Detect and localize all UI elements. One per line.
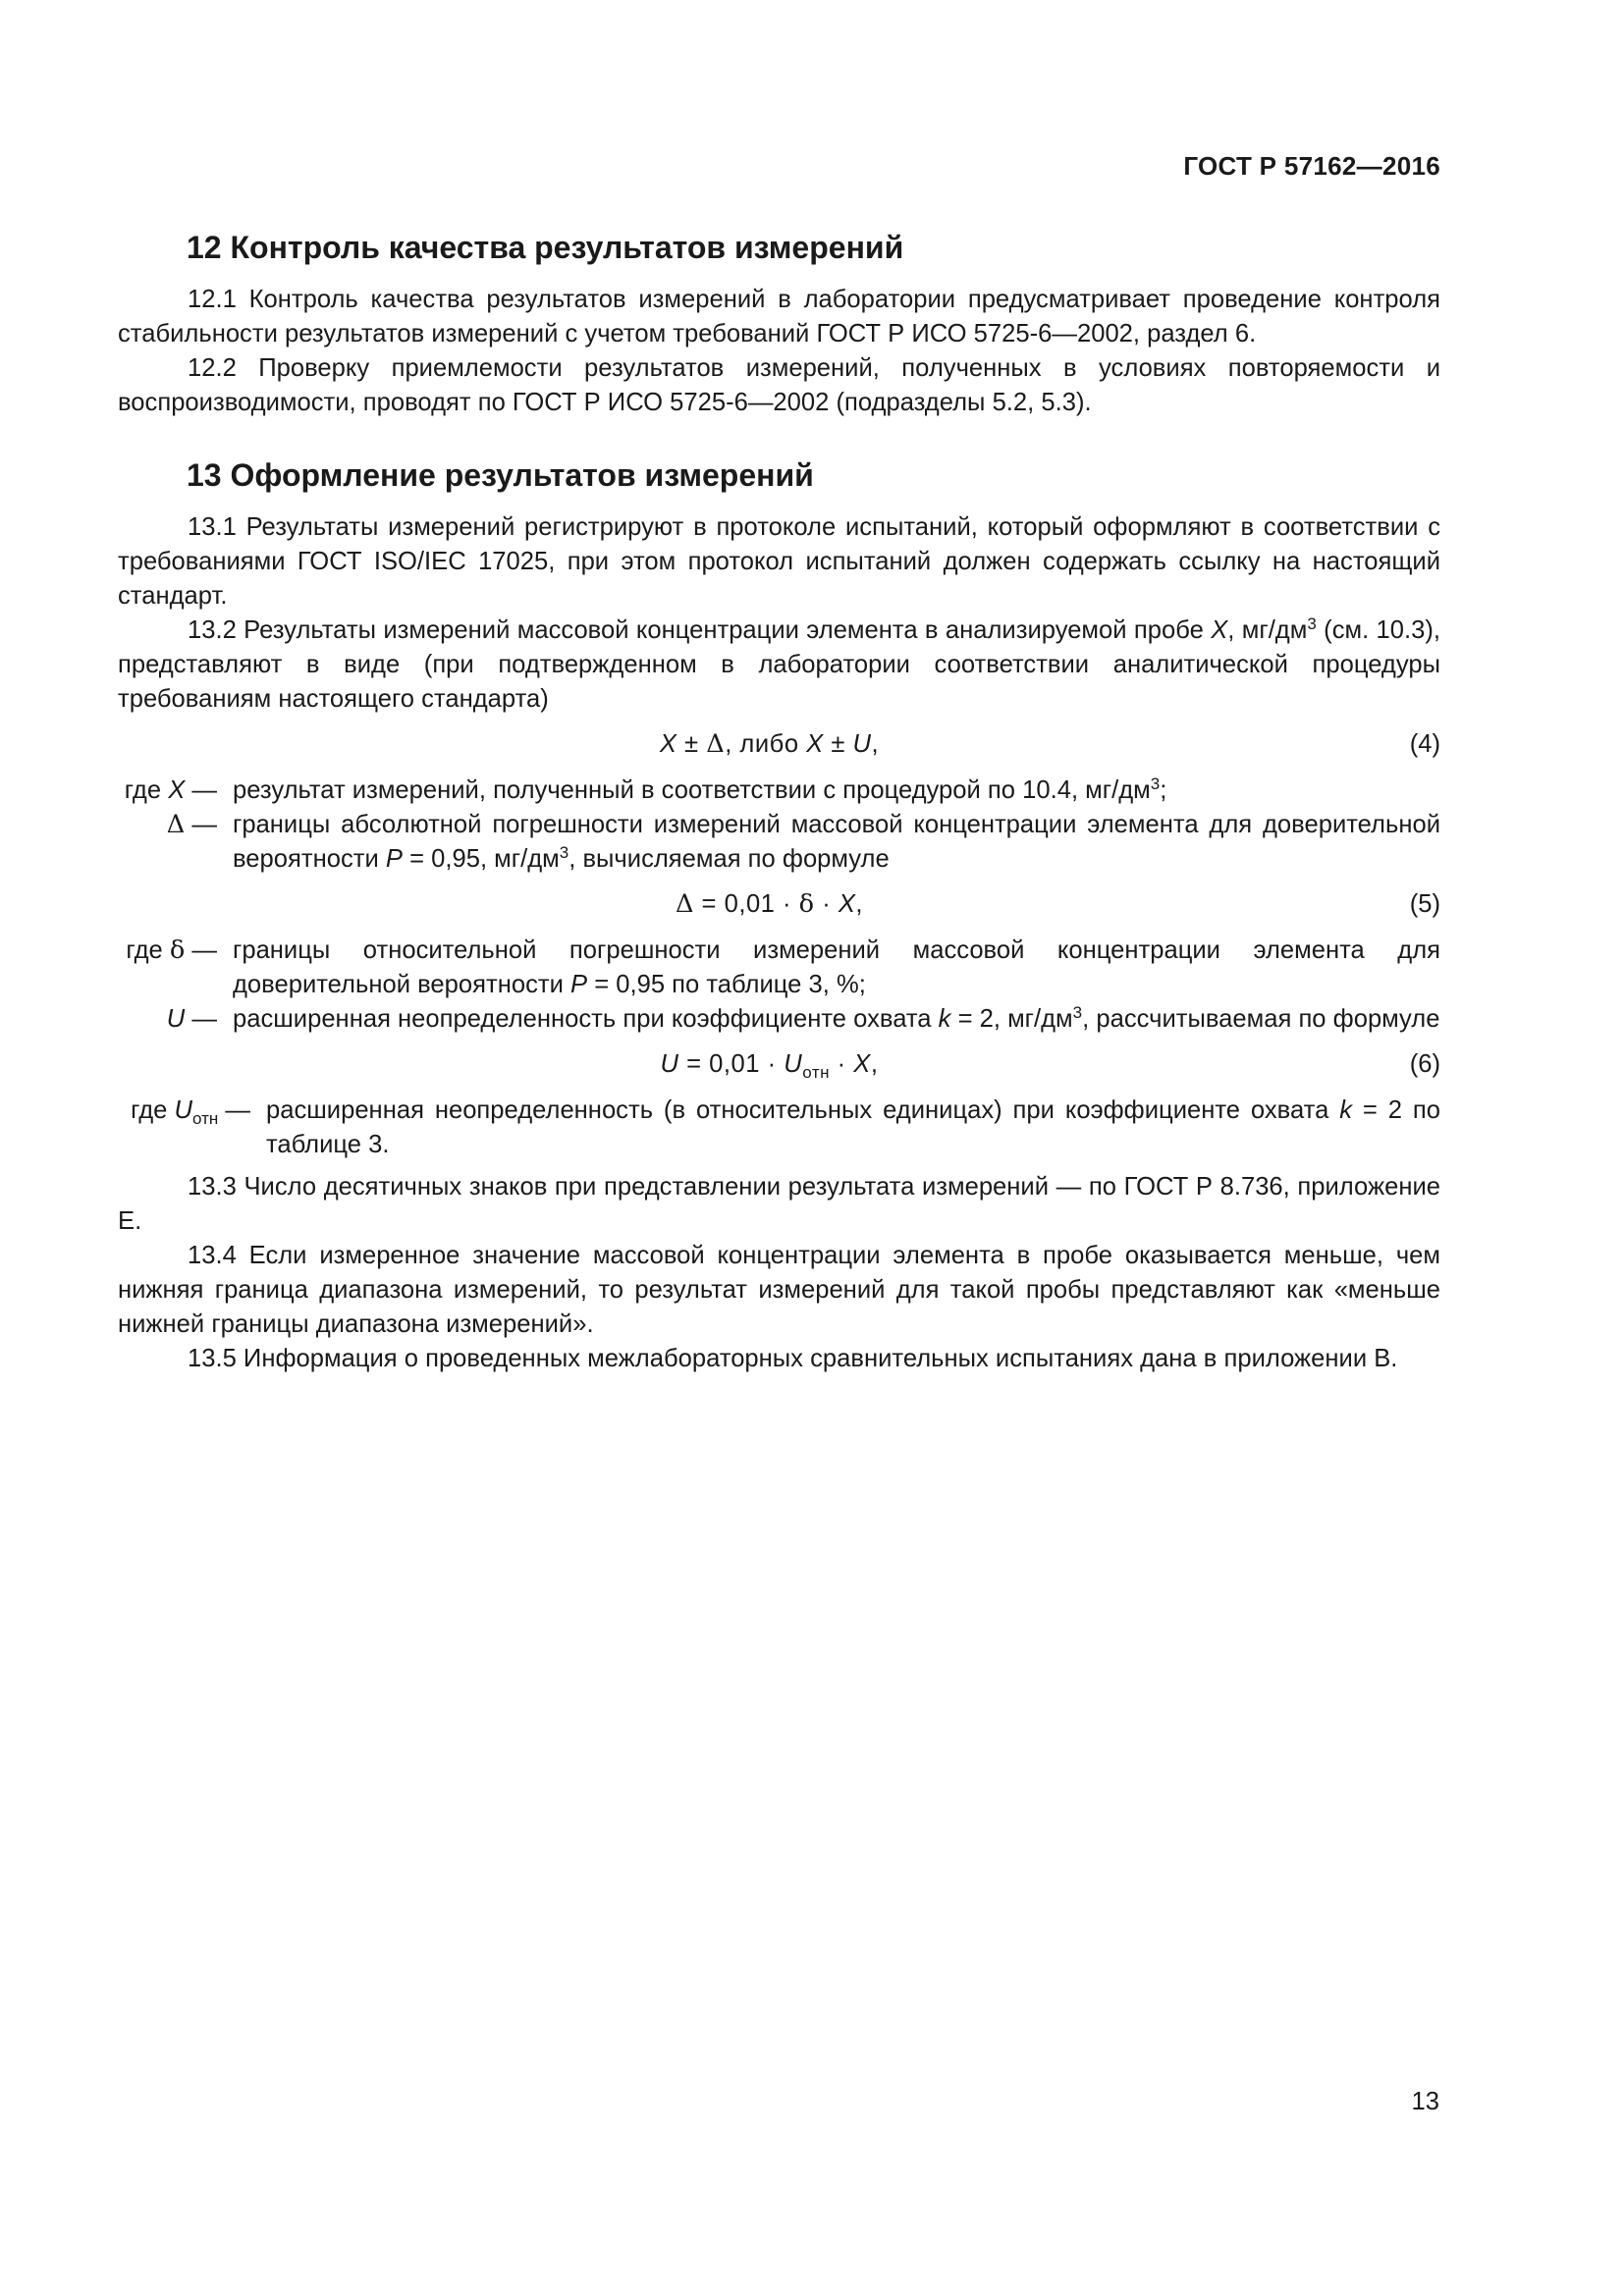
definition-u-symbol: U — xyxy=(166,1005,217,1033)
formula-6 xyxy=(118,1047,1440,1082)
formula-6-number: (6) xyxy=(1409,1050,1440,1078)
definition-u xyxy=(118,1002,1440,1037)
definition-delta-relative-text: границы относительной погрешности измерений массовой концентрации элемента для доверительной вероятности P = 0,95 по таблице 3, %; xyxy=(233,936,1440,998)
formula-6-expression: $U = 0,01 \cdot U_{отн} \cdot X$, xyxy=(660,1050,879,1082)
paragraph-13-5: 13.5 Информация о проведенных межлабораторных сравнительных испытаниях дана в приложении В. xyxy=(188,1345,1398,1372)
formula-5-expression: Δ = 0,01 · δ · X, xyxy=(675,889,864,919)
document-id-header: ГОСТ Р 57162—2016 xyxy=(1183,151,1440,181)
definition-delta-relative xyxy=(118,934,1440,1002)
definition-delta-text: границы абсолютной погрешности измерений массовой концентрации элемента для доверительной вероятности P = 0,95, $мг/дм^3$, вычисляемая по формуле xyxy=(233,811,1440,873)
definition-x xyxy=(118,774,1440,808)
formula-4-expression: X ± Δ, либо X ± U, xyxy=(659,729,880,759)
definition-delta-relative-symbol: где δ — xyxy=(126,935,217,965)
definition-u-rel xyxy=(118,1094,1440,1162)
definition-u-rel-symbol: где $U_{отн}$ — xyxy=(131,1096,250,1128)
definition-delta xyxy=(118,808,1440,877)
definition-u-text: расширенная неопределенность при коэффициенте охвата k = 2, $мг/дм^3$, рассчитываемая по формуле xyxy=(233,1003,1440,1033)
definition-delta-symbol: Δ — xyxy=(166,810,217,839)
paragraph-13-2: 13.2 Результаты измерений массовой концентрации элемента в анализируемой пробе X, $мг/дм^3$ (см. 10.3), представляют в виде (при подтвержденном в лаборатории соответствии аналитической процедуры требованиям настоящего стандарта) xyxy=(118,614,1441,713)
section-12-title: 12 Контроль качества результатов измерений xyxy=(187,230,904,265)
paragraph-13-3: 13.3 Число десятичных знаков при представлении результата измерений — по ГОСТ Р 8.736, приложение Е. xyxy=(118,1173,1440,1235)
definition-x-text: результат измерений, полученный в соответствии с процедурой по 10.4, $мг/дм^3$; xyxy=(233,774,1167,804)
formula-4 xyxy=(118,727,1440,762)
definition-u-rel-text: расширенная неопределенность (в относительных единицах) при коэффициенте охвата k = 2 по таблице 3. xyxy=(266,1096,1441,1158)
formula-4-number: (4) xyxy=(1409,730,1440,758)
section-13-title: 13 Оформление результатов измерений xyxy=(187,457,814,493)
paragraph-13-1: 13.1 Результаты измерений регистрируют в протоколе испытаний, который оформляют в соответствии с требованиями ГОСТ ISO/IEC 17025, при этом протокол испытаний должен содержать ссылку на настоящий стандарт. xyxy=(118,513,1440,610)
formula-5-number: (5) xyxy=(1409,890,1440,918)
paragraph-12-2: 12.2 Проверку приемлемости результатов измерений, полученных в условиях повторяемости и воспроизводимости, проводят по ГОСТ Р ИСО 5725-6—2002 (подразделы 5.2, 5.3). xyxy=(118,354,1440,416)
page-content xyxy=(118,218,1440,1376)
formula-5 xyxy=(118,887,1440,922)
paragraph-12-1: 12.1 Контроль качества результатов измерений в лаборатории предусматривает проведение контроля стабильности результатов измерений с учетом требований ГОСТ Р ИСО 5725-6—2002, раздел 6. xyxy=(118,286,1440,347)
page-number: 13 xyxy=(1411,2088,1439,2115)
definition-x-symbol: где X — xyxy=(124,776,217,804)
paragraph-13-4: 13.4 Если измеренное значение массовой концентрации элемента в пробе оказывается меньше, чем нижняя граница диапазона измерений, то результат измерений для такой пробы представляют как «меньше нижней границы диапазона измерений». xyxy=(118,1242,1440,1338)
